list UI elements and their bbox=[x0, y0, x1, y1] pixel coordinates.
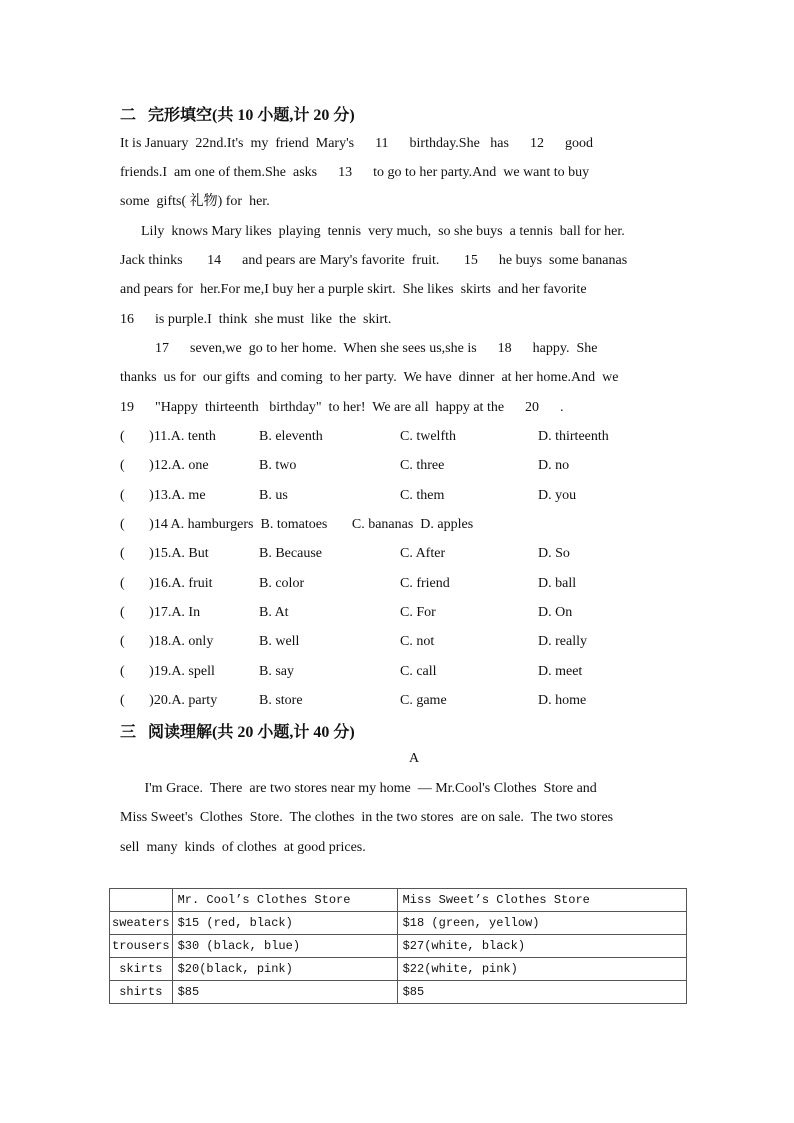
cloze-line-4: Lily knows Mary likes playing tennis very much, so she buys a tennis ball for her. bbox=[120, 224, 625, 239]
table-header-cell: Mr. Cool’s Clothes Store bbox=[172, 889, 397, 912]
table-row-label: sweaters bbox=[110, 912, 173, 935]
table-cell: $22(white, pink) bbox=[397, 958, 686, 981]
option-d: D. you bbox=[538, 488, 577, 503]
option-c: C. three bbox=[400, 458, 445, 473]
option-b: B. eleventh bbox=[259, 429, 323, 444]
question-number: ( )14 A. hamburgers B. tomatoes C. bananas D. apples bbox=[120, 517, 474, 532]
table-cell: $18 (green, yellow) bbox=[397, 912, 686, 935]
option-c: C. game bbox=[400, 693, 447, 708]
option-b: B. color bbox=[259, 576, 305, 591]
question-number: ( )18.A. only bbox=[120, 634, 214, 649]
table-header-cell bbox=[110, 889, 173, 912]
passage-line-1: I'm Grace. There are two stores near my home — Mr.Cool's Clothes Store and bbox=[120, 781, 597, 796]
cloze-line-8: 17 seven,we go to her home. When she sees us,she is 18 happy. She bbox=[120, 341, 598, 356]
question-number: ( )12.A. one bbox=[120, 458, 209, 473]
table-row-label: skirts bbox=[110, 958, 173, 981]
cloze-line-10: 19 "Happy thirteenth birthday" to her! We are all happy at the 20 . bbox=[120, 400, 564, 415]
table-header-row bbox=[110, 889, 687, 912]
question-number: ( )13.A. me bbox=[120, 488, 206, 503]
section3-heading: 三 阅读理解(共 20 小题,计 40 分) bbox=[120, 724, 355, 741]
option-b: B. two bbox=[259, 458, 297, 473]
cloze-line-7: 16 is purple.I think she must like the skirt. bbox=[120, 312, 392, 327]
table-cell: $20(black, pink) bbox=[172, 958, 397, 981]
table-row bbox=[110, 981, 687, 1004]
question-number: ( )15.A. But bbox=[120, 546, 209, 561]
option-b: B. store bbox=[259, 693, 303, 708]
table-row bbox=[110, 935, 687, 958]
table-row bbox=[110, 958, 687, 981]
option-c: C. For bbox=[400, 605, 436, 620]
cloze-line-3: some gifts( 礼物) for her. bbox=[120, 194, 270, 209]
option-b: B. well bbox=[259, 634, 300, 649]
passage-label: A bbox=[408, 751, 420, 766]
cloze-line-9: thanks us for our gifts and coming to her party. We have dinner at her home.And we bbox=[120, 370, 619, 385]
table-header-cell: Miss Sweet’s Clothes Store bbox=[397, 889, 686, 912]
option-b: B. say bbox=[259, 664, 294, 679]
option-d: D. no bbox=[538, 458, 570, 473]
cloze-line-1: It is January 22nd.It's my friend Mary's 11 birthday.She has 12 good bbox=[120, 136, 593, 151]
question-number: ( )19.A. spell bbox=[120, 664, 215, 679]
cloze-line-6: and pears for her.For me,I buy her a purple skirt. She likes skirts and her favorite bbox=[120, 282, 587, 297]
cloze-line-2: friends.I am one of them.She asks 13 to go to her party.And we want to buy bbox=[120, 165, 590, 180]
option-d: D. So bbox=[538, 546, 570, 561]
option-d: D. thirteenth bbox=[538, 429, 609, 444]
cloze-line-5: Jack thinks 14 and pears are Mary's favorite fruit. 15 he buys some bananas bbox=[120, 253, 628, 268]
table-cell: $27(white, black) bbox=[397, 935, 686, 958]
option-d: D. really bbox=[538, 634, 587, 649]
option-b: B. At bbox=[259, 605, 289, 620]
table-row-label: shirts bbox=[110, 981, 173, 1004]
option-b: B. Because bbox=[259, 546, 322, 561]
option-c: C. twelfth bbox=[400, 429, 456, 444]
option-d: D. ball bbox=[538, 576, 577, 591]
table-cell: $85 bbox=[397, 981, 686, 1004]
table-cell: $30 (black, blue) bbox=[172, 935, 397, 958]
question-number: ( )17.A. In bbox=[120, 605, 201, 620]
question-number: ( )11.A. tenth bbox=[120, 429, 216, 444]
option-c: C. friend bbox=[400, 576, 450, 591]
passage-line-3: sell many kinds of clothes at good prices. bbox=[120, 840, 366, 855]
option-b: B. us bbox=[259, 488, 288, 503]
table-row-label: trousers bbox=[110, 935, 173, 958]
option-c: C. After bbox=[400, 546, 446, 561]
option-c: C. not bbox=[400, 634, 435, 649]
clothes-price-table bbox=[109, 888, 687, 1004]
option-d: D. home bbox=[538, 693, 587, 708]
option-c: C. call bbox=[400, 664, 437, 679]
question-number: ( )16.A. fruit bbox=[120, 576, 213, 591]
section2-heading: 二 完形填空(共 10 小题,计 20 分) bbox=[120, 107, 355, 124]
table-row bbox=[110, 912, 687, 935]
table-cell: $15 (red, black) bbox=[172, 912, 397, 935]
table-cell: $85 bbox=[172, 981, 397, 1004]
question-number: ( )20.A. party bbox=[120, 693, 218, 708]
option-d: D. meet bbox=[538, 664, 583, 679]
option-c: C. them bbox=[400, 488, 445, 503]
passage-line-2: Miss Sweet's Clothes Store. The clothes in the two stores are on sale. The two stores bbox=[120, 810, 614, 825]
option-d: D. On bbox=[538, 605, 573, 620]
